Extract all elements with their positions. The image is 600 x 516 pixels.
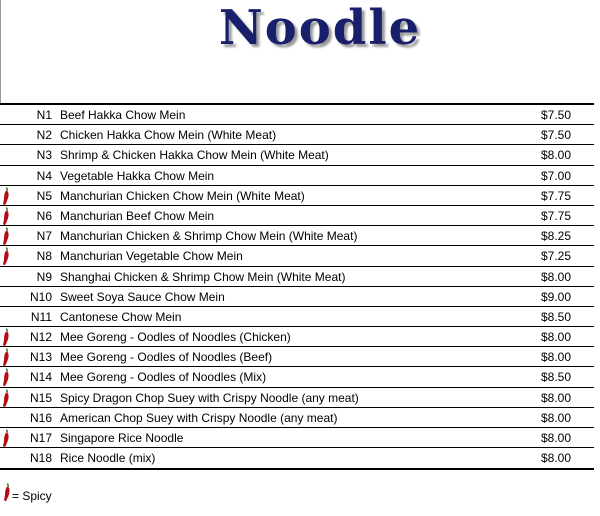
menu-item-code: N10 <box>29 289 52 304</box>
menu-item-code: N8 <box>36 249 52 264</box>
menu-item-name: Mee Goreng - Oodles of Noodles (Beef) <box>60 350 273 365</box>
menu-item-code: N18 <box>29 451 52 466</box>
menu-item-name: Manchurian Beef Chow Mein <box>60 208 215 223</box>
menu-item-code: N5 <box>36 188 52 203</box>
menu-item-code: N12 <box>29 330 52 345</box>
menu-item-name: Beef Hakka Chow Mein <box>60 108 186 122</box>
chili-pepper-icon <box>1 429 13 448</box>
menu-item-price: $8.50 <box>541 370 572 385</box>
menu-item-row <box>0 287 594 307</box>
menu-item-price: $7.25 <box>541 249 572 264</box>
menu-item-row <box>0 347 594 367</box>
menu-item-price: $8.00 <box>541 269 572 284</box>
menu-item-row <box>0 105 594 125</box>
menu-item-code: N6 <box>36 208 52 223</box>
menu-item-name: Spicy Dragon Chop Suey with Crispy Noodle (any meat) <box>60 390 359 405</box>
menu-item-row <box>0 388 594 408</box>
chili-pepper-icon <box>1 227 13 246</box>
menu-item-row <box>0 226 594 246</box>
menu-item-code: N4 <box>36 168 52 183</box>
menu-item-price: $8.00 <box>541 148 572 163</box>
menu-item-row <box>0 428 594 448</box>
page-title: Noodle <box>218 0 422 56</box>
menu-item-name: Chicken Hakka Chow Mein (White Meat) <box>60 128 277 143</box>
menu-item-code: N7 <box>36 229 52 244</box>
legend-label: = Spicy <box>12 489 52 503</box>
menu-item-price: $7.75 <box>541 188 572 203</box>
menu-item-code: N15 <box>29 390 52 405</box>
menu-item-name: American Chop Suey with Crispy Noodle (any meat) <box>60 410 338 425</box>
chili-pepper-icon <box>1 348 13 367</box>
menu-item-price: $8.00 <box>541 350 572 365</box>
menu-item-code: N1 <box>36 108 52 122</box>
chili-pepper-icon <box>1 368 13 387</box>
menu-item-row <box>0 246 594 266</box>
menu-item-code: N14 <box>29 370 52 385</box>
chili-pepper-icon <box>1 328 13 347</box>
chili-pepper-icon <box>1 207 13 226</box>
menu-item-row <box>0 145 594 165</box>
menu-item-code: N13 <box>29 350 52 365</box>
menu-item-price: $8.00 <box>541 431 572 445</box>
menu-item-name: Manchurian Chicken Chow Mein (White Meat) <box>60 188 305 203</box>
menu-item-price: $7.00 <box>541 168 572 183</box>
menu-item-price: $8.00 <box>541 410 572 425</box>
menu-item-row <box>0 307 594 327</box>
menu-item-code: N11 <box>30 309 52 324</box>
menu-item-row <box>0 186 594 206</box>
menu-item-name: Singapore Rice Noodle <box>60 431 184 445</box>
menu-item-name: Manchurian Chicken & Shrimp Chow Mein (White Meat) <box>60 229 358 244</box>
menu-item-name: Mee Goreng - Oodles of Noodles (Mix) <box>60 370 267 385</box>
menu-item-code: N3 <box>36 148 52 163</box>
menu-item-price: $7.75 <box>541 208 572 223</box>
menu-item-name: Shrimp & Chicken Hakka Chow Mein (White Meat) <box>60 148 329 163</box>
menu-item-price: $8.50 <box>541 309 572 324</box>
menu-item-row <box>0 267 594 287</box>
menu-item-price: $9.00 <box>541 289 572 304</box>
menu-item-name: Cantonese Chow Mein <box>60 309 182 324</box>
menu-item-price: $8.00 <box>541 451 572 466</box>
menu-item-name: Shanghai Chicken & Shrimp Chow Mein (White Meat) <box>60 269 346 284</box>
menu-item-price: $7.50 <box>541 128 572 143</box>
menu-item-code: N16 <box>29 410 52 425</box>
menu-item-price: $8.00 <box>541 330 572 345</box>
chili-pepper-icon <box>1 389 13 408</box>
menu-item-row <box>0 448 594 468</box>
chili-pepper-icon <box>1 187 13 206</box>
menu-item-name: Sweet Soya Sauce Chow Mein <box>60 289 225 304</box>
menu-item-row <box>0 367 594 387</box>
menu-item-code: N9 <box>36 269 52 284</box>
menu-item-name: Rice Noodle (mix) <box>60 451 156 466</box>
menu-item-price: $8.00 <box>541 390 572 405</box>
menu-item-row <box>0 166 594 186</box>
menu-item-row <box>0 408 594 428</box>
menu-item-name: Manchurian Vegetable Chow Mein <box>60 249 243 264</box>
menu-item-price: $8.25 <box>541 229 572 244</box>
menu-item-code: N17 <box>29 431 52 445</box>
menu-item-row <box>0 125 594 145</box>
menu-table <box>0 103 594 470</box>
chili-pepper-icon <box>1 247 13 266</box>
menu-item-row <box>0 327 594 347</box>
menu-item-row <box>0 206 594 226</box>
menu-item-name: Vegetable Hakka Chow Mein <box>60 168 215 183</box>
menu-item-price: $7.50 <box>541 108 572 122</box>
menu-item-name: Mee Goreng - Oodles of Noodles (Chicken) <box>60 330 291 345</box>
menu-item-code: N2 <box>36 128 52 143</box>
